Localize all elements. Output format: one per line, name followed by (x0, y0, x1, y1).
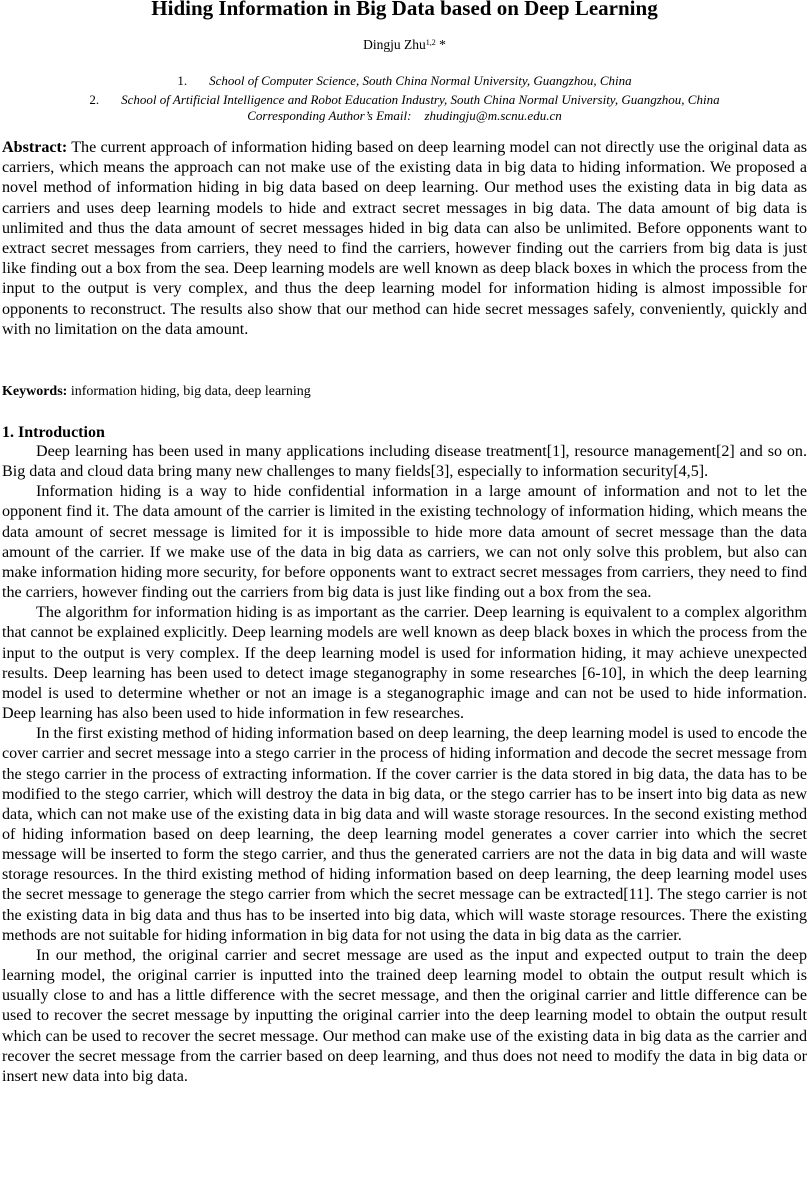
paragraph: The algorithm for information hiding is as important as the carrier. Deep learning is equivalent to a complex algorithm that cannot be explained explicitly. Deep learning models are well known as deep black boxes in which the process from the input to the output is very complex. If the deep learning model is used for information hiding, it may achieve unexpected results. Deep learning has been used to detect image steganography in some researches [6-10], in which the deep learning model is used to determine whether or not an image is a steganographic image and can not be used to hide information. Deep learning has also been used to hide information in few researches. (2, 604, 807, 723)
author-affiliation-superscript: 1,2 (425, 38, 436, 47)
author-name: Dingju Zhu (363, 37, 426, 52)
affiliation-number: 1. (177, 73, 188, 88)
affiliation-1 (0, 72, 809, 89)
keywords-text: information hiding, big data, deep learning (70, 384, 311, 399)
affiliation-text: School of Artificial Intelligence and Robot Education Industry, South China Normal University, Guangzhou, China (121, 92, 720, 107)
paragraph: In our method, the original carrier and secret message are used as the input and expected output to train the deep learning model, the original carrier is inputted into the trained deep learning model to obtain the output result which is usually close to and has a little difference with the secret message, and then the original carrier and little difference can be used to recover the secret message by inputting the original carrier into the deep learning model to obtain the output result which can be used to recover the secret message. Our method can make use of the existing data in big data as the carrier and recover the secret message from the carrier based on deep learning, and thus does not need to modify the data in big data or insert new data into big data. (2, 946, 807, 1085)
keywords (2, 383, 807, 401)
abstract-text: The current approach of information hiding based on deep learning model can not directly use the original data as carriers, which means the approach can not make use of the existing data in big data to hiding information. We proposed a novel method of information hiding in big data based on deep learning. Our method uses the existing data in big data as carriers and uses deep learning models to hide and extract secret messages in big data. The data amount of big data is unlimited and thus the data amount of secret messages hided in big data can also be unlimited. Before opponents want to extract secret messages from carriers, they need to find the carriers, however finding out the carriers from big data is just like finding out a box from the sea. Deep learning models are well known as deep black boxes in which the process from the input to the output is very complex, and thus the deep learning model for information hiding is almost impossible for opponents to reconstruct. The results also show that our method can hide secret messages safely, conveniently, quickly and with no limitation on the data amount. (2, 139, 808, 338)
paragraph: In the first existing method of hiding information based on deep learning, the deep learning model is used to encode the cover carrier and secret message into a stego carrier in the process of hiding information and decode the secret message from the stego carrier in the process of extracting information. If the cover carrier is the data stored in big data, the data has to be modified to the stego carrier, which will destroy the data in big data, or the stego carrier has to be insert into big data as new data, which can not make use of the existing data in big data and will waste storage resources. In the second existing method of hiding information based on deep learning, the deep learning model generates a cover carrier into which the secret message will be inserted to form the stego carrier, and thus the generated carriers are not the data in big data and will waste storage resources. In the third existing method of hiding information based on deep learning, the deep learning model uses the secret message to generage the stego carrier from which the secret message can be extracted[11]. The stego carrier is not the existing data in big data and thus has to be inserted into big data, which will waste storage resources. There the existing methods are not suitable for hiding information in big data for not using the data in big data as the carrier. (2, 725, 807, 944)
corresponding-author-email: Corresponding Author’s Email: zhudingju@m.scnu.edu.cn (247, 108, 562, 123)
abstract-label: Abstract: (2, 139, 68, 156)
abstract (2, 138, 807, 340)
paragraph: Deep learning has been used in many applications including disease treatment[1], resource management[2] and so on. Big data and cloud data bring many new challenges to many fields[3], especially to information security[4,5]. (2, 443, 807, 481)
corresponding-mark: * (435, 37, 446, 52)
affiliation-text: School of Computer Science, South China Normal University, Guangzhou, China (209, 73, 632, 88)
affiliation-number: 2. (89, 92, 100, 107)
author-line (0, 36, 809, 54)
keywords-label: Keywords: (2, 384, 68, 399)
paper-title: Hiding Information in Big Data based on Deep Learning (151, 0, 658, 20)
section-heading-introduction: 1. Introduction (2, 424, 105, 441)
introduction-body (2, 442, 807, 1087)
paragraph: Information hiding is a way to hide confidential information in a large amount of information and not to let the opponent find it. The data amount of the carrier is limited in the existing technology of information hiding, which means the data amount of secret message is limited for it is impossible to hide more data amount of secret message than the data amount of the carrier. If we make use of the data in big data as carriers, we can not only solve this problem, but also can make information hiding more security, for before opponents want to extract secret messages from carriers, they need to find the carriers, however finding out the carriers from big data is just like finding out a box from the sea. (2, 483, 807, 602)
affiliation-2 (0, 91, 809, 108)
